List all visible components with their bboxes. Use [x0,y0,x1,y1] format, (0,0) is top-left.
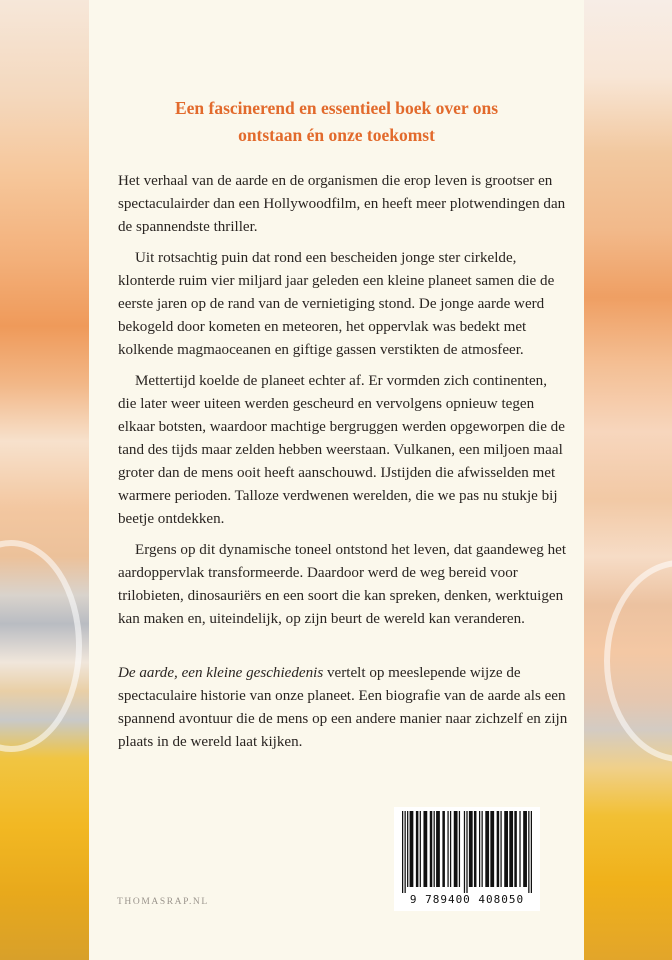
book-title: De aarde, een kleine geschiedenis [118,665,324,681]
barcode-bar [504,811,508,887]
background-mineral-right [584,0,672,960]
barcode-bar [500,811,501,887]
barcode-bar [416,811,419,887]
mineral-swirl-right [604,560,672,762]
barcode-bar [454,811,458,887]
barcode-bar [531,811,532,893]
barcode-bar [469,811,473,887]
barcode-bar [420,811,421,887]
paragraph-3: Mettertijd koelde de planeet echter af. Er vormden zich continenten, die later weer uiteen werden gescheurd en vervolgens opnieuw tegen elkaar botsten, waardoor machtige bergruggen werden opgeworpen die de tand des tijds maar zelden hebben weerstaan. Vulkanen, een miljoen maal groter dan de mens ooit heeft aanschouwd. IJstijden die afwisselden met warmere perioden. Talloze verdwenen werelden, die we pas nu stukje bij beetje ontdekken. [118,373,565,527]
barcode-bar [402,811,403,893]
publisher-website: THOMASRAP.NL [117,897,209,907]
headline-line-1: Een fascinerend en essentieel boek over ons [174,98,499,118]
closing-text: vertelt op meeslepende wijze de spectaculaire historie van onze planeet. Een biografie van de aarde als een spannend avontuur die de mens op een andere manier naar zichzelf en zijn plaats in de wereld laat kijken. [118,665,568,750]
barcode-bar [519,811,520,887]
blurb [118,170,568,754]
barcode-bar [447,811,448,887]
barcode-bar [523,811,527,887]
barcode-bar [479,811,480,887]
barcode-bar [410,811,414,887]
barcode-bar [466,811,467,893]
barcode-bar [423,811,427,887]
barcode-bars [402,811,532,893]
barcode-bar [509,811,513,887]
barcode-bar [528,811,529,893]
barcode-bar [482,811,483,887]
paragraph-2: Uit rotsachtig puin dat rond een bescheiden jonge ster cirkelde, klonterde ruim vier miljard jaar geleden een kleine planeet samen die de eerste jaren op de rand van de vernietiging stond. De jonge aarde werd bekogeld door kometen en meteoren, het oppervlak was bedekt met kolkende magmaoceanen en giftige gassen verstikten de atmosfeer. [118,250,555,358]
barcode-bar [485,811,489,887]
barcode-bar [434,811,435,887]
paragraph-4: Ergens op dit dynamische toneel ontstond het leven, dat gaandeweg het aardoppervlak transformeerde. Daardoor werd de weg bereid voor trilobieten, dinosauriërs en een soort die kan spreken, denken, werktuigen kan maken en, uiteindelijk, op zijn beurt de wereld kan veranderen. [118,542,567,627]
closing-paragraph [118,662,568,754]
barcode-bar [407,811,408,887]
barcode-bar [497,811,500,887]
mineral-swirl-left [0,540,82,752]
headline-line-2: ontstaan én onze toekomst [238,125,435,145]
headline [89,95,584,149]
background-mineral-left [0,0,89,960]
barcode-bar [436,811,440,887]
barcode-bar [442,811,445,887]
barcode-bar [464,811,465,893]
barcode-bar [474,811,477,887]
barcode-bar [405,811,406,893]
barcode [394,807,540,911]
barcode-bar [490,811,494,887]
barcode-bar [514,811,517,887]
back-cover-panel [89,0,584,960]
barcode-bar [450,811,451,887]
barcode-bar [430,811,433,887]
isbn-number: 9 789400 408050 [409,893,525,906]
paragraph-1: Het verhaal van de aarde en de organismen die erop leven is grootser en spectaculairder dan een Hollywoodfilm, en heeft meer plotwendingen dan de spannendste thriller. [118,173,566,235]
barcode-bar [459,811,460,887]
